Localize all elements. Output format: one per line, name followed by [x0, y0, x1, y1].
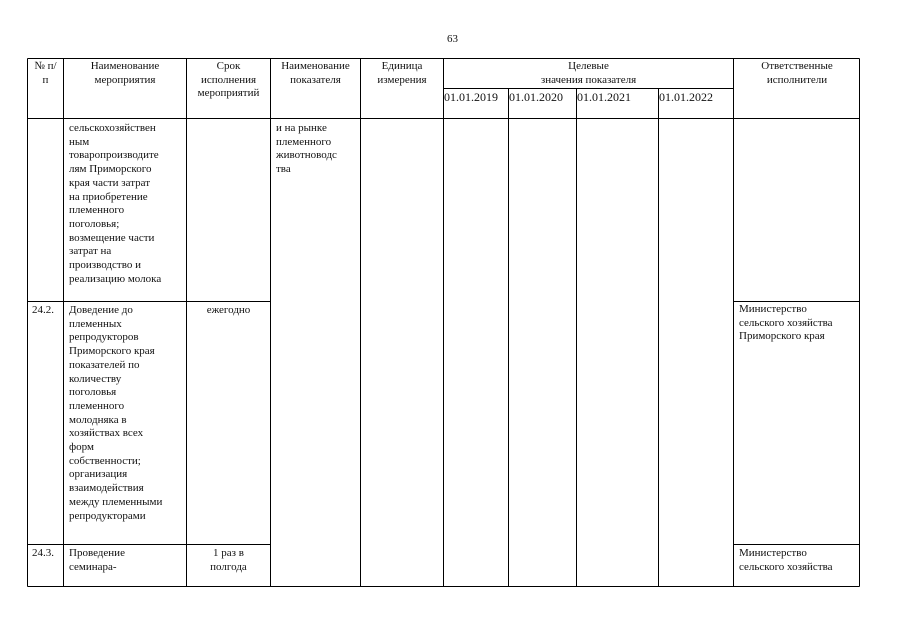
- header-target: Целевые значения показателя: [540, 60, 637, 86]
- row-1-event: сельскохозяйствен ным товаропроизводите лям Приморского края части затрат на приобретение племенного поголовья; возмещение части затрат на производство и реализацию молока: [69, 122, 162, 285]
- row-3-event: Проведение семинара-: [69, 547, 125, 573]
- events-table: [27, 58, 860, 587]
- header-date-2019: 01.01.2019: [444, 90, 498, 104]
- header-date-2022: 01.01.2022: [659, 90, 713, 104]
- header-num: № п/ п: [34, 60, 57, 86]
- row-1-indicator: и на рынке племенного животноводс тва: [276, 122, 337, 176]
- header-indicator: Наименование показателя: [281, 60, 350, 86]
- header-unit: Единица измерения: [377, 60, 427, 86]
- header-term: Срок исполнения мероприятий: [197, 60, 260, 100]
- header-responsible: Ответственные исполнители: [761, 60, 833, 86]
- row-2-term: ежегодно: [206, 304, 251, 316]
- page-number: 63: [447, 33, 458, 45]
- row-2-num: 24.2.: [32, 304, 54, 316]
- row-2-responsible: Министерство сельского хозяйства Приморского края: [739, 303, 833, 343]
- header-date-2020: 01.01.2020: [509, 90, 563, 104]
- row-3-term: 1 раз в полгода: [210, 547, 247, 573]
- row-2-event: Доведение до племенных репродукторов Приморского края показателей по количеству поголовья племенного молодняка в хозяйствах всех форм собственности; организация взаимодействия между племенными репродукторами: [69, 304, 163, 522]
- row-3-num: 24.3.: [32, 547, 54, 559]
- header-event: Наименование мероприятия: [90, 60, 160, 86]
- row-3-responsible: Министерство сельского хозяйства: [739, 547, 833, 573]
- header-date-2021: 01.01.2021: [577, 90, 631, 104]
